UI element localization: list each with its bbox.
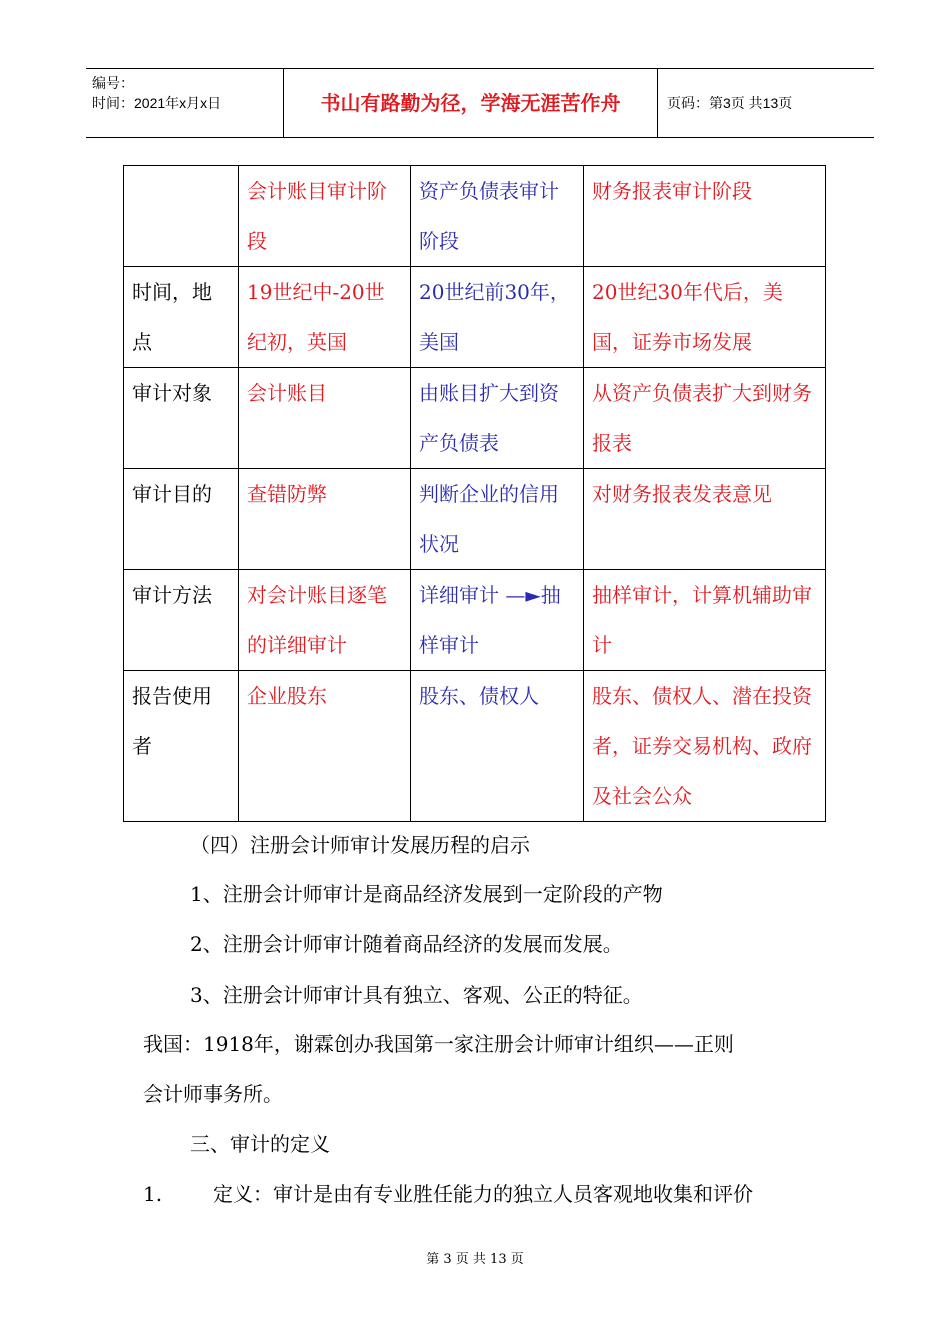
audit-stages-table	[123, 165, 826, 822]
table-cell: 20世纪前30年，美国	[411, 267, 584, 368]
table-header-cell: 财务报表审计阶段	[584, 166, 826, 267]
table-cell: 抽样审计，计算机辅助审计	[584, 570, 826, 671]
china-history-line-1: 我国：1918年，谢霖创办我国第一家注册会计师审计组织——正则	[143, 1032, 734, 1056]
table-header-row	[124, 166, 826, 267]
point-2: 2、注册会计师审计随着商品经济的发展而发展。	[190, 932, 623, 956]
table-row	[124, 368, 826, 469]
page-footer: 第 3 页 共 13 页	[426, 1252, 524, 1267]
date-label: 时间：2021年x月x日	[92, 95, 222, 111]
definition-number: 1.	[143, 1182, 163, 1206]
table-cell: 由账目扩大到资产负债表	[411, 368, 584, 469]
table-cell: 查错防弊	[239, 469, 411, 570]
section-4-title: （四）注册会计师审计发展历程的启示	[190, 833, 530, 857]
table-cell: 股东、债权人、潜在投资者，证券交易机构、政府及社会公众	[584, 671, 826, 822]
table-cell: 对财务报表发表意见	[584, 469, 826, 570]
number-label: 编号：	[92, 75, 134, 91]
point-1: 1、注册会计师审计是商品经济发展到一定阶段的产物	[190, 882, 663, 906]
table-row	[124, 469, 826, 570]
row-label: 审计对象	[124, 368, 239, 469]
china-history-line-2: 会计师事务所。	[143, 1082, 283, 1106]
table-header-cell: 资产负债表审计阶段	[411, 166, 584, 267]
table-cell: 企业股东	[239, 671, 411, 822]
page-header	[86, 68, 874, 138]
table-cell: 对会计账目逐笔的详细审计	[239, 570, 411, 671]
table-cell: 判断企业的信用状况	[411, 469, 584, 570]
definition-text: 定义：审计是由有专业胜任能力的独立人员客观地收集和评价	[213, 1182, 753, 1206]
table-header-cell: 会计账目审计阶段	[239, 166, 411, 267]
row-label: 时间，地点	[124, 267, 239, 368]
row-label: 审计目的	[124, 469, 239, 570]
section-3-title: 三、审计的定义	[190, 1132, 330, 1156]
table-row	[124, 267, 826, 368]
table-cell: 会计账目	[239, 368, 411, 469]
table-cell	[124, 166, 239, 267]
table-cell: 从资产负债表扩大到财务报表	[584, 368, 826, 469]
row-label: 报告使用者	[124, 671, 239, 822]
table-cell: 股东、债权人	[411, 671, 584, 822]
point-3: 3、注册会计师审计具有独立、客观、公正的特征。	[190, 983, 643, 1007]
table-row	[124, 671, 826, 822]
table-cell: 19世纪中-20世纪初，英国	[239, 267, 411, 368]
table-cell: 详细审计 —►抽样审计	[411, 570, 584, 671]
row-label: 审计方法	[124, 570, 239, 671]
header-motto: 书山有路勤为径，学海无涯苦作舟	[284, 69, 658, 137]
header-page-info: 页码：第3页 共13页	[667, 95, 793, 111]
table-row	[124, 570, 826, 671]
table-cell: 20世纪30年代后，美国，证券市场发展	[584, 267, 826, 368]
header-meta	[86, 69, 284, 137]
